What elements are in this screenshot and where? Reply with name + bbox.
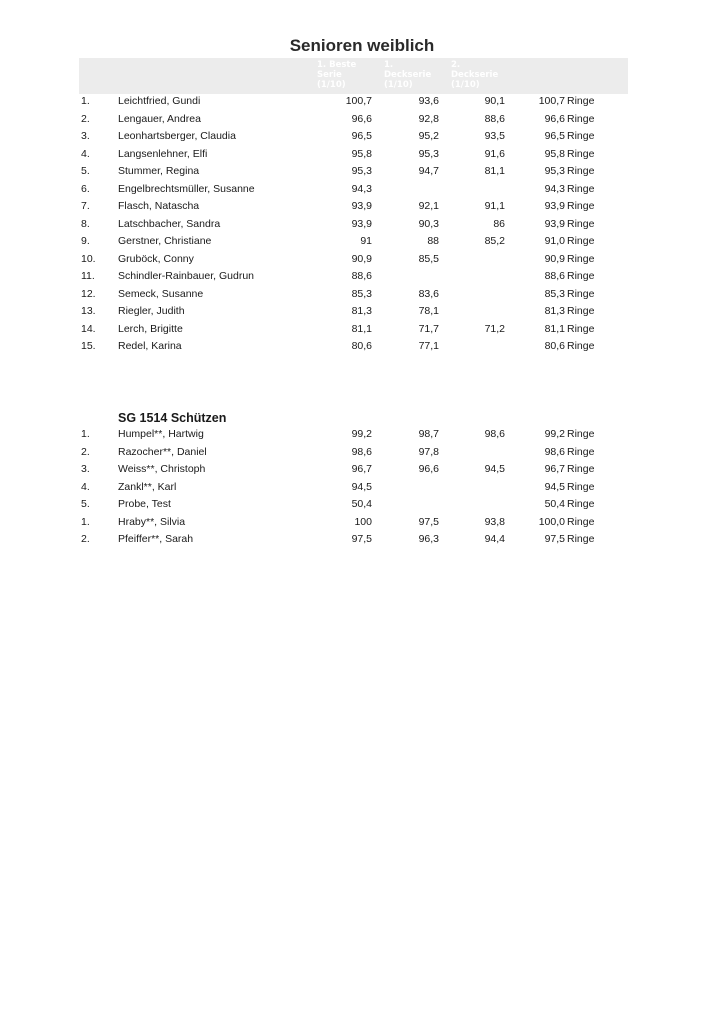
- first-cover-value: 77,1: [418, 340, 439, 352]
- unit-label: Ringe: [567, 252, 595, 265]
- first-cover-value: 97,8: [418, 445, 439, 458]
- unit-label: Ringe: [567, 95, 595, 107]
- first-cover-value: 95,3: [418, 147, 439, 160]
- total-value: 94,3: [544, 182, 565, 195]
- second-cover-value: 88,6: [484, 112, 505, 125]
- unit-label: Ringe: [567, 270, 595, 282]
- first-cover-value: 96,3: [418, 533, 439, 545]
- first-cover-value: 98,7: [418, 428, 439, 440]
- table-row: [0, 338, 724, 356]
- rank: 2.: [81, 445, 90, 458]
- rank: 15.: [81, 340, 96, 352]
- total-value: 93,9: [544, 200, 565, 212]
- total-value: 99,2: [544, 428, 565, 440]
- best-series-value: 96,5: [351, 130, 372, 142]
- table-row: [0, 198, 724, 216]
- unit-label: Ringe: [567, 130, 595, 142]
- best-series-value: 100,7: [345, 95, 372, 107]
- first-cover-value: 93,6: [418, 95, 439, 107]
- best-series-value: 85,3: [351, 287, 372, 300]
- best-series-value: 90,9: [351, 252, 372, 265]
- first-cover-value: 71,7: [418, 322, 439, 335]
- second-cover-value: 86: [493, 217, 505, 230]
- first-cover-value: 78,1: [418, 305, 439, 317]
- second-cover-value: 93,5: [484, 130, 505, 142]
- unit-label: Ringe: [567, 147, 595, 160]
- total-value: 81,3: [544, 305, 565, 317]
- best-series-value: 95,8: [351, 147, 372, 160]
- best-series-value: 80,6: [351, 340, 372, 352]
- table-row: [0, 426, 724, 444]
- first-cover-value: 90,3: [418, 217, 439, 230]
- unit-label: Ringe: [567, 305, 595, 317]
- table-row: [0, 163, 724, 181]
- total-value: 91,0: [544, 235, 565, 247]
- table-row: [0, 303, 724, 321]
- second-cover-value: 94,5: [484, 463, 505, 475]
- table-header: [79, 58, 628, 94]
- table-row: [0, 321, 724, 339]
- best-series-value: 100: [354, 515, 372, 528]
- first-cover-value: 95,2: [418, 130, 439, 142]
- second-cover-value: 91,6: [484, 147, 505, 160]
- results-table: [0, 93, 724, 356]
- best-series-value: 93,9: [351, 217, 372, 230]
- table-row: [0, 128, 724, 146]
- unit-label: Ringe: [567, 445, 595, 458]
- table-row: [0, 181, 724, 199]
- second-cover-value: 98,6: [484, 428, 505, 440]
- rank: 7.: [81, 200, 90, 212]
- first-cover-value: 88: [427, 235, 439, 247]
- best-series-value: 93,9: [351, 200, 372, 212]
- unit-label: Ringe: [567, 340, 595, 352]
- shooter-name: Razocher**, Daniel: [118, 445, 207, 458]
- rank: 13.: [81, 305, 96, 317]
- rank: 11.: [81, 270, 95, 282]
- total-value: 93,9: [544, 217, 565, 230]
- rank: 5.: [81, 165, 90, 177]
- unit-label: Ringe: [567, 235, 595, 247]
- unit-label: Ringe: [567, 217, 595, 230]
- shooter-name: Engelbrechtsmüller, Susanne: [118, 182, 255, 195]
- shooter-name: Riegler, Judith: [118, 305, 185, 317]
- total-value: 96,5: [544, 130, 565, 142]
- unit-label: Ringe: [567, 322, 595, 335]
- total-value: 100,7: [538, 95, 565, 107]
- table-row: [0, 216, 724, 234]
- second-cover-value: 85,2: [484, 235, 505, 247]
- table-row: [0, 496, 724, 514]
- unit-label: Ringe: [567, 287, 595, 300]
- page-title: Senioren weiblich: [289, 36, 435, 55]
- table-row: [0, 479, 724, 497]
- rank: 1.: [81, 95, 90, 107]
- rank: 3.: [81, 463, 90, 475]
- shooter-name: Weiss**, Christoph: [118, 463, 206, 475]
- shooter-name: Latschbacher, Sandra: [118, 217, 221, 230]
- unit-label: Ringe: [567, 428, 595, 440]
- table-row: [0, 268, 724, 286]
- unit-label: Ringe: [567, 182, 595, 195]
- first-cover-value: 85,5: [418, 252, 439, 265]
- unit-label: Ringe: [567, 515, 595, 528]
- table-row: [0, 461, 724, 479]
- best-series-value: 81,3: [351, 305, 372, 317]
- rank: 14.: [81, 322, 96, 335]
- total-value: 96,6: [544, 112, 565, 125]
- shooter-name: Hraby**, Silvia: [118, 515, 186, 528]
- unit-label: Ringe: [567, 498, 595, 510]
- shooter-name: Zankl**, Karl: [118, 480, 177, 493]
- total-value: 100,0: [538, 515, 565, 528]
- shooter-name: Lengauer, Andrea: [118, 112, 201, 125]
- second-cover-value: 71,2: [484, 322, 505, 335]
- best-series-value: 94,5: [351, 480, 372, 493]
- shooter-name: Schindler-Rainbauer, Gudrun: [118, 270, 254, 282]
- unit-label: Ringe: [567, 533, 595, 545]
- header-best-series: 1. Beste Serie (1/10): [317, 60, 357, 90]
- first-cover-value: 83,6: [418, 287, 439, 300]
- total-value: 50,4: [544, 498, 565, 510]
- header-first-cover-series: 1. Deckserie (1/10): [384, 60, 432, 90]
- total-value: 94,5: [544, 480, 565, 493]
- table-row: [0, 444, 724, 462]
- first-cover-value: 92,8: [418, 112, 439, 125]
- shooter-name: Stummer, Regina: [118, 165, 200, 177]
- rank: 4.: [81, 147, 90, 160]
- shooter-name: Flasch, Natascha: [118, 200, 200, 212]
- shooter-name: Humpel**, Hartwig: [118, 428, 204, 440]
- unit-label: Ringe: [567, 463, 595, 475]
- shooter-name: Lerch, Brigitte: [118, 322, 183, 335]
- first-cover-value: 97,5: [418, 515, 439, 528]
- rank: 6.: [81, 182, 90, 195]
- table-row: [0, 514, 724, 532]
- rank: 4.: [81, 480, 90, 493]
- shooter-name: Langsenlehner, Elfi: [118, 147, 208, 160]
- total-value: 85,3: [544, 287, 565, 300]
- table-row: [0, 251, 724, 269]
- rank: 3.: [81, 130, 90, 142]
- second-cover-value: 90,1: [484, 95, 505, 107]
- table-row: [0, 531, 724, 549]
- best-series-value: 99,2: [351, 428, 372, 440]
- best-series-value: 94,3: [351, 182, 372, 195]
- table-row: [0, 93, 724, 111]
- shooter-name: Leichtfried, Gundi: [118, 95, 201, 107]
- total-value: 96,7: [544, 463, 565, 475]
- best-series-value: 98,6: [351, 445, 372, 458]
- best-series-value: 50,4: [351, 498, 372, 510]
- rank: 10.: [81, 252, 96, 265]
- total-value: 95,3: [544, 165, 565, 177]
- rank: 8.: [81, 217, 90, 230]
- unit-label: Ringe: [567, 165, 595, 177]
- second-cover-value: 81,1: [484, 165, 505, 177]
- best-series-value: 96,7: [351, 463, 372, 475]
- rank: 1.: [81, 428, 90, 440]
- table-row: [0, 111, 724, 129]
- unit-label: Ringe: [567, 112, 595, 125]
- total-value: 97,5: [544, 533, 565, 545]
- second-cover-value: 91,1: [484, 200, 505, 212]
- best-series-value: 88,6: [351, 270, 372, 282]
- section-title: SG 1514 Schützen: [118, 411, 227, 425]
- unit-label: Ringe: [567, 480, 595, 493]
- table-row: [0, 233, 724, 251]
- total-value: 90,9: [544, 252, 565, 265]
- header-second-cover-series: 2. Deckserie (1/10): [451, 60, 499, 90]
- table-row: [0, 146, 724, 164]
- second-cover-value: 94,4: [484, 533, 505, 545]
- section-results-table: [0, 426, 724, 549]
- shooter-name: Redel, Karina: [118, 340, 182, 352]
- total-value: 80,6: [544, 340, 565, 352]
- total-value: 88,6: [544, 270, 565, 282]
- best-series-value: 97,5: [351, 533, 372, 545]
- rank: 2.: [81, 112, 90, 125]
- rank: 2.: [81, 533, 90, 545]
- rank: 9.: [81, 235, 90, 247]
- total-value: 98,6: [544, 445, 565, 458]
- shooter-name: Semeck, Susanne: [118, 287, 204, 300]
- total-value: 95,8: [544, 147, 565, 160]
- shooter-name: Pfeiffer**, Sarah: [118, 533, 194, 545]
- first-cover-value: 94,7: [418, 165, 439, 177]
- best-series-value: 96,6: [351, 112, 372, 125]
- first-cover-value: 92,1: [418, 200, 439, 212]
- unit-label: Ringe: [567, 200, 595, 212]
- best-series-value: 81,1: [351, 322, 372, 335]
- rank: 5.: [81, 498, 90, 510]
- rank: 1.: [81, 515, 90, 528]
- shooter-name: Gruböck, Conny: [118, 252, 194, 265]
- best-series-value: 95,3: [351, 165, 372, 177]
- table-row: [0, 286, 724, 304]
- shooter-name: Leonhartsberger, Claudia: [118, 130, 236, 142]
- total-value: 81,1: [544, 322, 565, 335]
- first-cover-value: 96,6: [418, 463, 439, 475]
- rank: 12.: [81, 287, 96, 300]
- shooter-name: Probe, Test: [118, 498, 171, 510]
- shooter-name: Gerstner, Christiane: [118, 235, 212, 247]
- second-cover-value: 93,8: [484, 515, 505, 528]
- best-series-value: 91: [360, 235, 372, 247]
